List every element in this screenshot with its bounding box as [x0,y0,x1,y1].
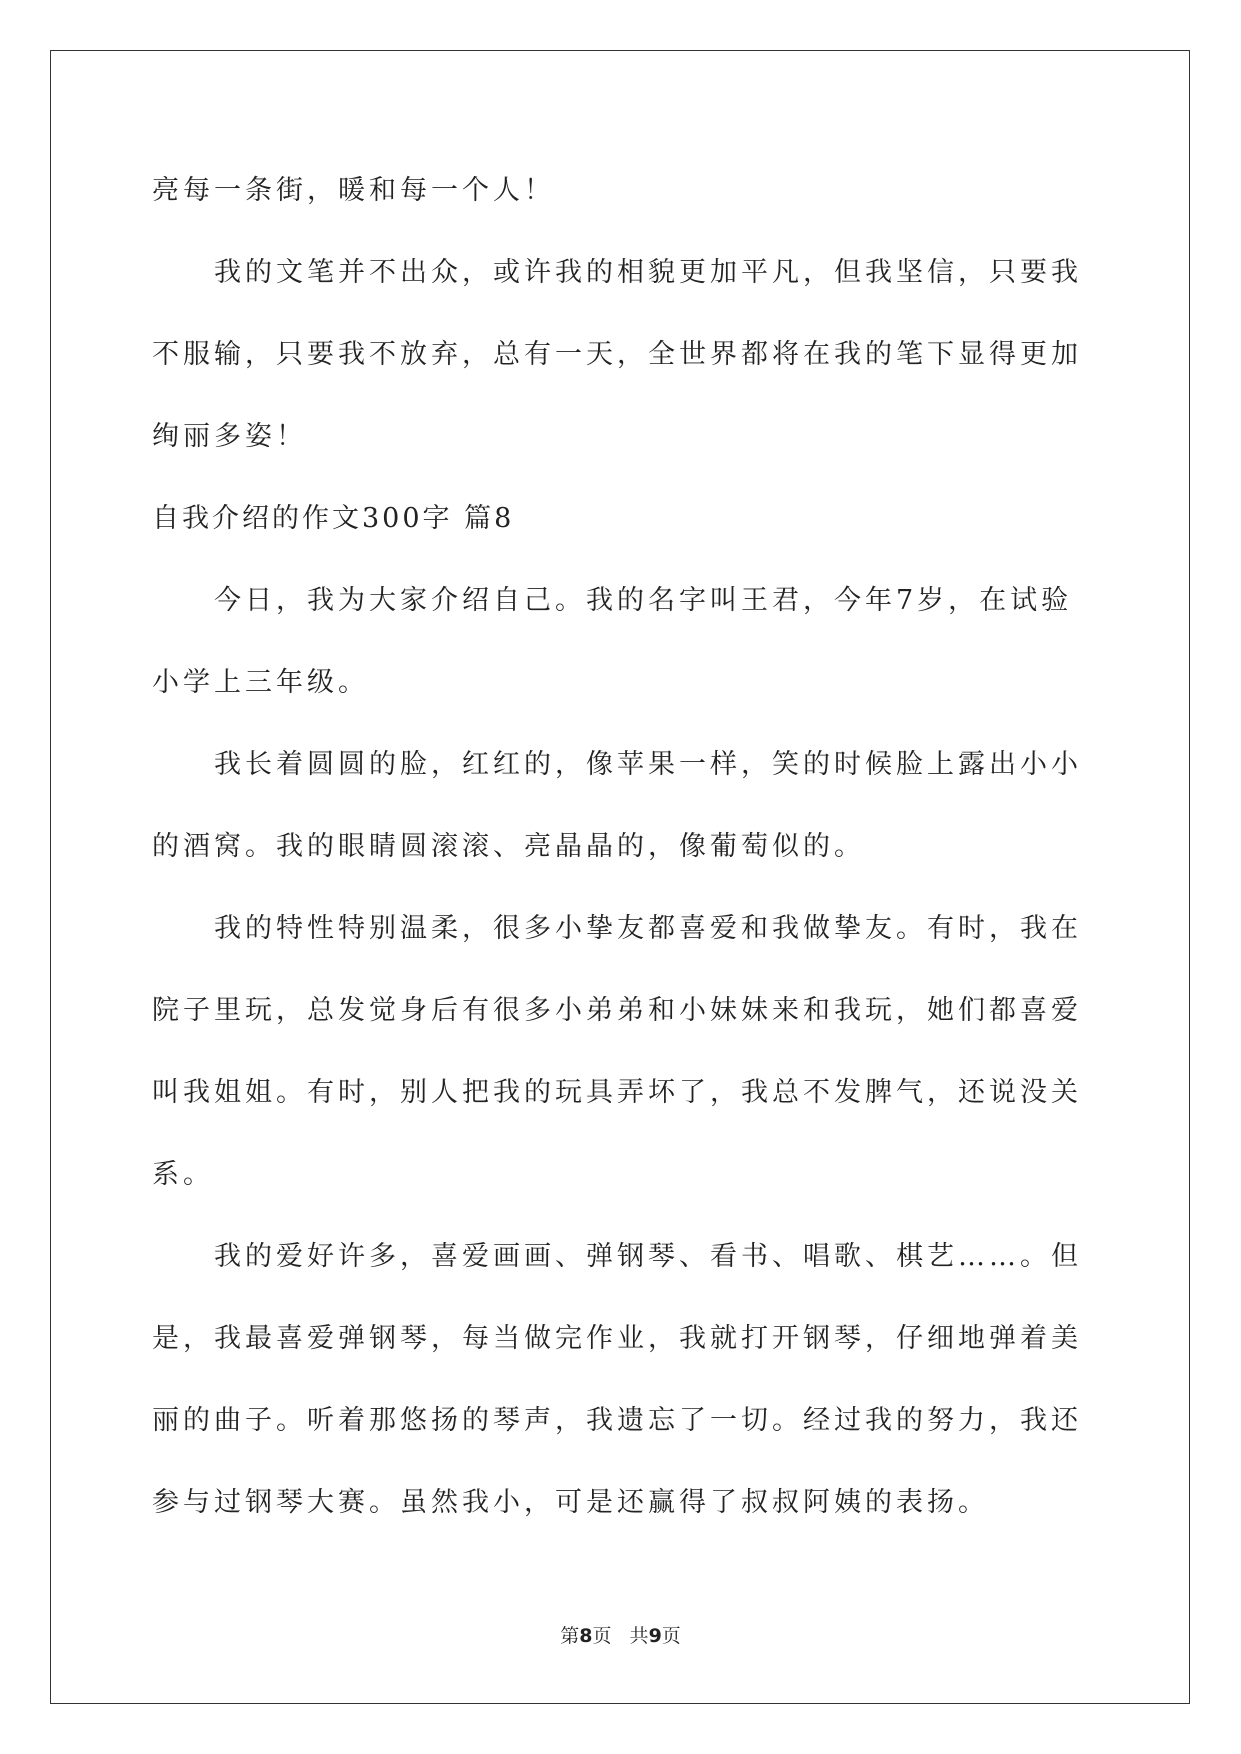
paragraph: 今日，我为大家介绍自己。我的名字叫王君，今年7岁，在试验小学上三年级。 [152,585,1073,698]
footer-middle: 页 共 [592,1625,649,1647]
page-footer [0,1621,1241,1648]
paragraph: 我的特性特别温柔，很多小挚友都喜爱和我做挚友。有时，我在院子里玩，总发觉身后有很多小弟弟和小妹妹来和我玩，她们都喜爱叫我姐姐。有时，别人把我的玩具弄坏了，我总不发脾气，还说没关系。 [152,913,1082,1190]
current-page-number: 8 [579,1625,593,1647]
document-body [152,150,1092,1544]
section-heading: 自我介绍的作文300字 篇8 [152,503,515,534]
footer-suffix: 页 [661,1625,681,1647]
paragraph: 我的文笔并不出众，或许我的相貌更加平凡，但我坚信，只要我不服输，只要我不放弃，总有一天，全世界都将在我的笔下显得更加绚丽多姿！ [152,257,1082,452]
paragraph: 我长着圆圆的脸，红红的，像苹果一样，笑的时候脸上露出小小的酒窝。我的眼睛圆滚滚、亮晶晶的，像葡萄似的。 [152,749,1082,862]
paragraph-continued: 亮每一条街，暖和每一个人！ [152,175,555,206]
paragraph: 我的爱好许多，喜爱画画、弹钢琴、看书、唱歌、棋艺……。但是，我最喜爱弹钢琴，每当做完作业，我就打开钢琴，仔细地弹着美丽的曲子。听着那悠扬的琴声，我遗忘了一切。经过我的努力，我还参与过钢琴大赛。虽然我小，可是还赢得了叔叔阿姨的表扬。 [152,1241,1082,1518]
total-pages-number: 9 [648,1625,662,1647]
footer-prefix: 第 [560,1625,580,1647]
